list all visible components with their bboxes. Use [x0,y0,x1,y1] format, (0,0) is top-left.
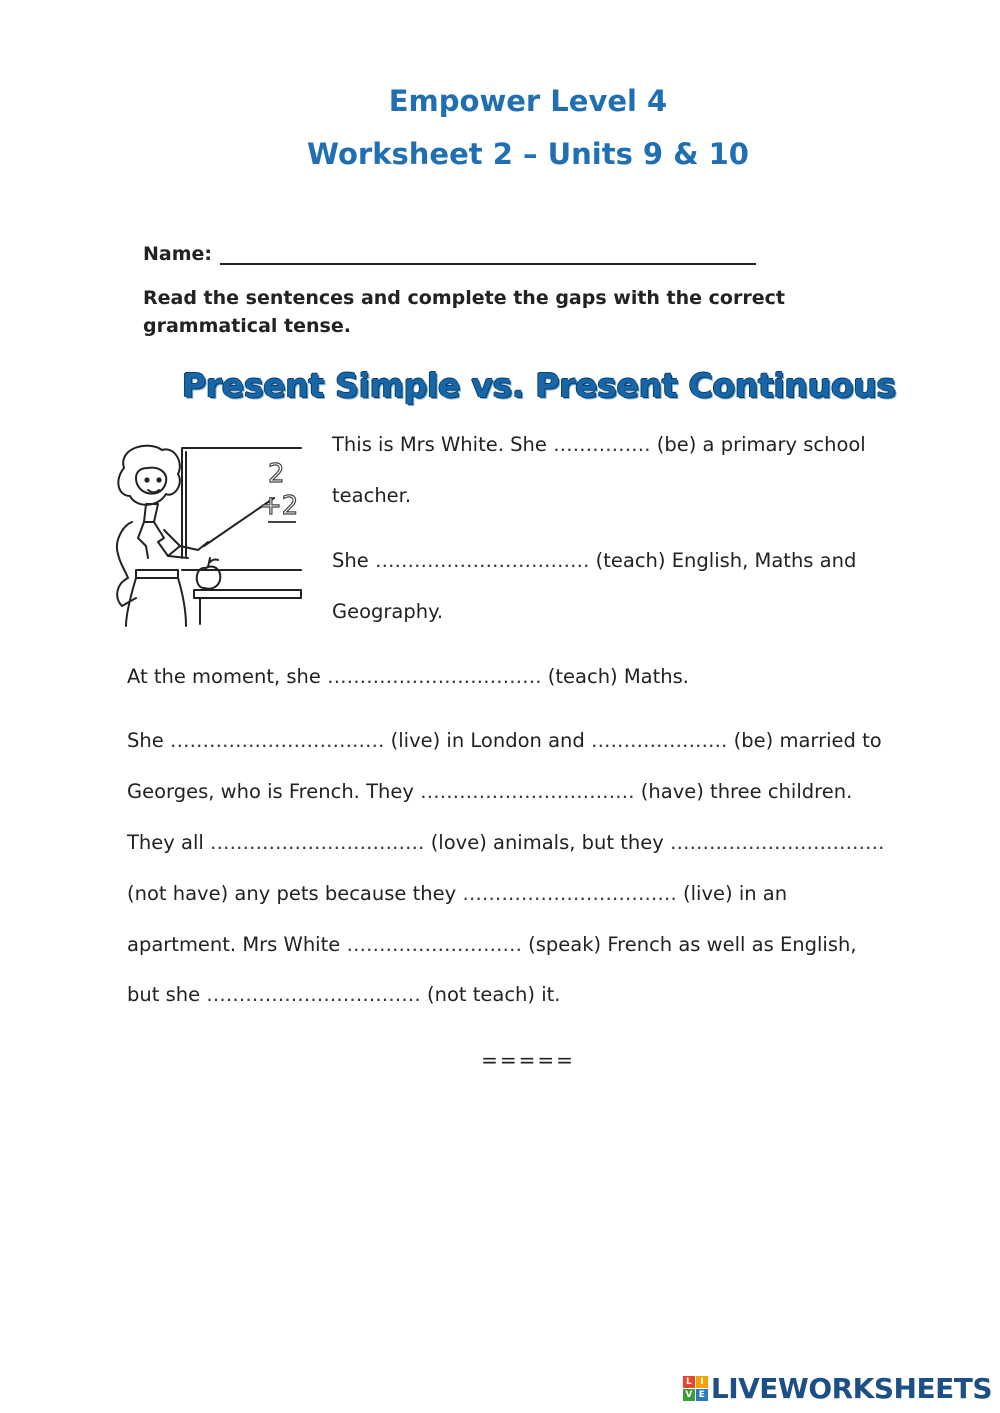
separator: ===== [481,1048,575,1072]
gap-speak[interactable]: ……………………… [346,933,522,956]
worksheet-subtitle: Worksheet 2 – Units 9 & 10 [307,137,749,171]
text: (live) in an [676,882,788,905]
gap-be-2[interactable]: ………………… [590,729,728,752]
exercise-line-1 [332,433,866,456]
logo-text: LIVEWORKSHEETS [710,1372,992,1405]
exercise-line-10 [127,933,857,956]
liveworksheets-logo [683,1372,992,1405]
gap-teach-1[interactable]: …………………………… [374,549,590,572]
exercise-line-4: Geography. [332,600,444,623]
exercise-line-6 [127,729,882,752]
section-heading: Present Simple vs. Present Continuous [182,366,896,405]
text: (teach) Maths. [541,665,689,688]
exercise-line-2: teacher. [332,484,412,507]
text: (live) in London and [384,729,591,752]
text: (have) three children. [634,780,853,803]
gap-live-2[interactable]: …………………………… [462,882,677,905]
text: but she [127,983,207,1006]
exercise-line-3 [332,549,856,572]
logo-mark-letter: V [683,1389,695,1401]
gap-not-teach[interactable]: …………………………… [206,983,421,1006]
exercise-line-8 [127,831,884,854]
text: At the moment, she [127,665,328,688]
teacher-illustration [96,438,308,628]
name-input-line[interactable] [220,243,756,265]
text: (love) animals, but they [424,831,670,854]
exercise-line-5 [127,665,689,688]
text: (not teach) it. [420,983,561,1006]
text: She [332,549,375,572]
gap-live-1[interactable]: …………………………… [169,729,385,752]
text: This is Mrs White. She [332,433,554,456]
gap-not-have[interactable]: …………………………… [669,831,885,854]
gap-be-1[interactable]: …………… [553,433,651,456]
text: apartment. Mrs White [127,933,347,956]
text: (speak) French as well as English, [521,933,857,956]
text: (be) a primary school [650,433,866,456]
text: They all [127,831,210,854]
text: Georges, who is French. They [127,780,421,803]
text: She [127,729,170,752]
logo-mark-letter: L [683,1376,695,1388]
gap-have[interactable]: …………………………… [420,780,635,803]
instructions: Read the sentences and complete the gaps with the correct grammatical tense. [143,287,785,337]
illustration-number-top: 2 [268,459,285,489]
name-label: Name: [143,243,213,265]
text: (be) married to [727,729,882,752]
logo-mark-icon [683,1376,708,1401]
exercise-line-11 [127,983,560,1006]
illustration-number-bottom: +2 [260,491,299,521]
name-row [143,243,756,265]
gap-teach-2[interactable]: …………………………… [327,665,542,688]
exercise-line-9 [127,882,787,905]
logo-mark-letter: I [696,1376,708,1388]
logo-mark-letter: E [696,1389,708,1401]
gap-love[interactable]: …………………………… [210,831,425,854]
text: (not have) any pets because they [127,882,463,905]
worksheet-title: Empower Level 4 [388,84,668,118]
exercise-line-7 [127,780,852,803]
text: (teach) English, Maths and [589,549,857,572]
